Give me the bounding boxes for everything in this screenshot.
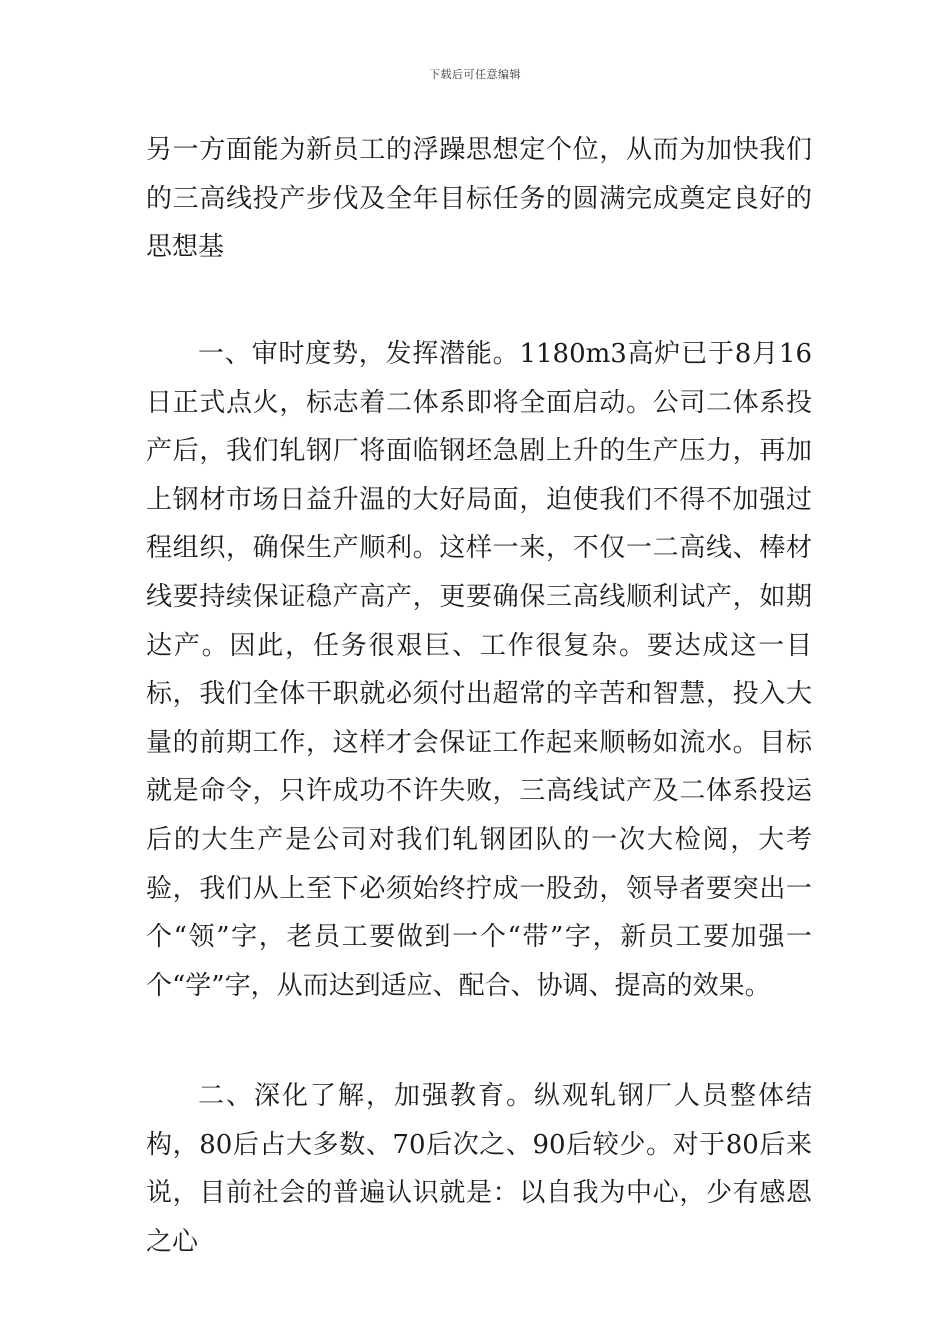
header-note: 下载后可任意编辑 bbox=[429, 68, 521, 81]
paragraph-intro: 另一方面能为新员工的浮躁思想定个位，从而为加快我们的三高线投产步伐及全年目标任务的圆满完成奠定良好的思想基 bbox=[146, 135, 812, 263]
paragraph-section-one: 一、审时度势，发挥潜能。1180m3高炉已于8月16日正式点火，标志着二体系即将全面启动。公司二体系投产后，我们轧钢厂将面临钢坯急剧上升的生产压力，再加上钢材市场日益升温的大好局面，迫使我们不得不加强过程组织，确保生产顺利。这样一来，不仅一二高线、棒材线要持续保证稳产高产，更要确保三高线顺利试产，如期达产。因此，任务很艰巨、工作很复杂。要达成这一目标，我们全体干职就必须付出超常的辛苦和智慧，投入大量的前期工作，这样才会保证工作起来顺畅如流水。目标就是命令，只许成功不许失败，三高线试产及二体系投运后的大生产是公司对我们轧钢团队的一次大检阅，大考验，我们从上至下必须始终拧成一股劲，领导者要突出一个“领”字，老员工要做到一个“带”字，新员工要加强一个“学”字，从而达到适应、配合、协调、提高的效果。 bbox=[146, 339, 812, 1001]
paragraph-section-two: 二、深化了解，加强教育。纵观轧钢厂人员整体结构，80后占大多数、70后次之、90后较少。对于80后来说，目前社会的普遍认识就是：以自我为中心，少有感恩之心 bbox=[146, 1081, 812, 1257]
